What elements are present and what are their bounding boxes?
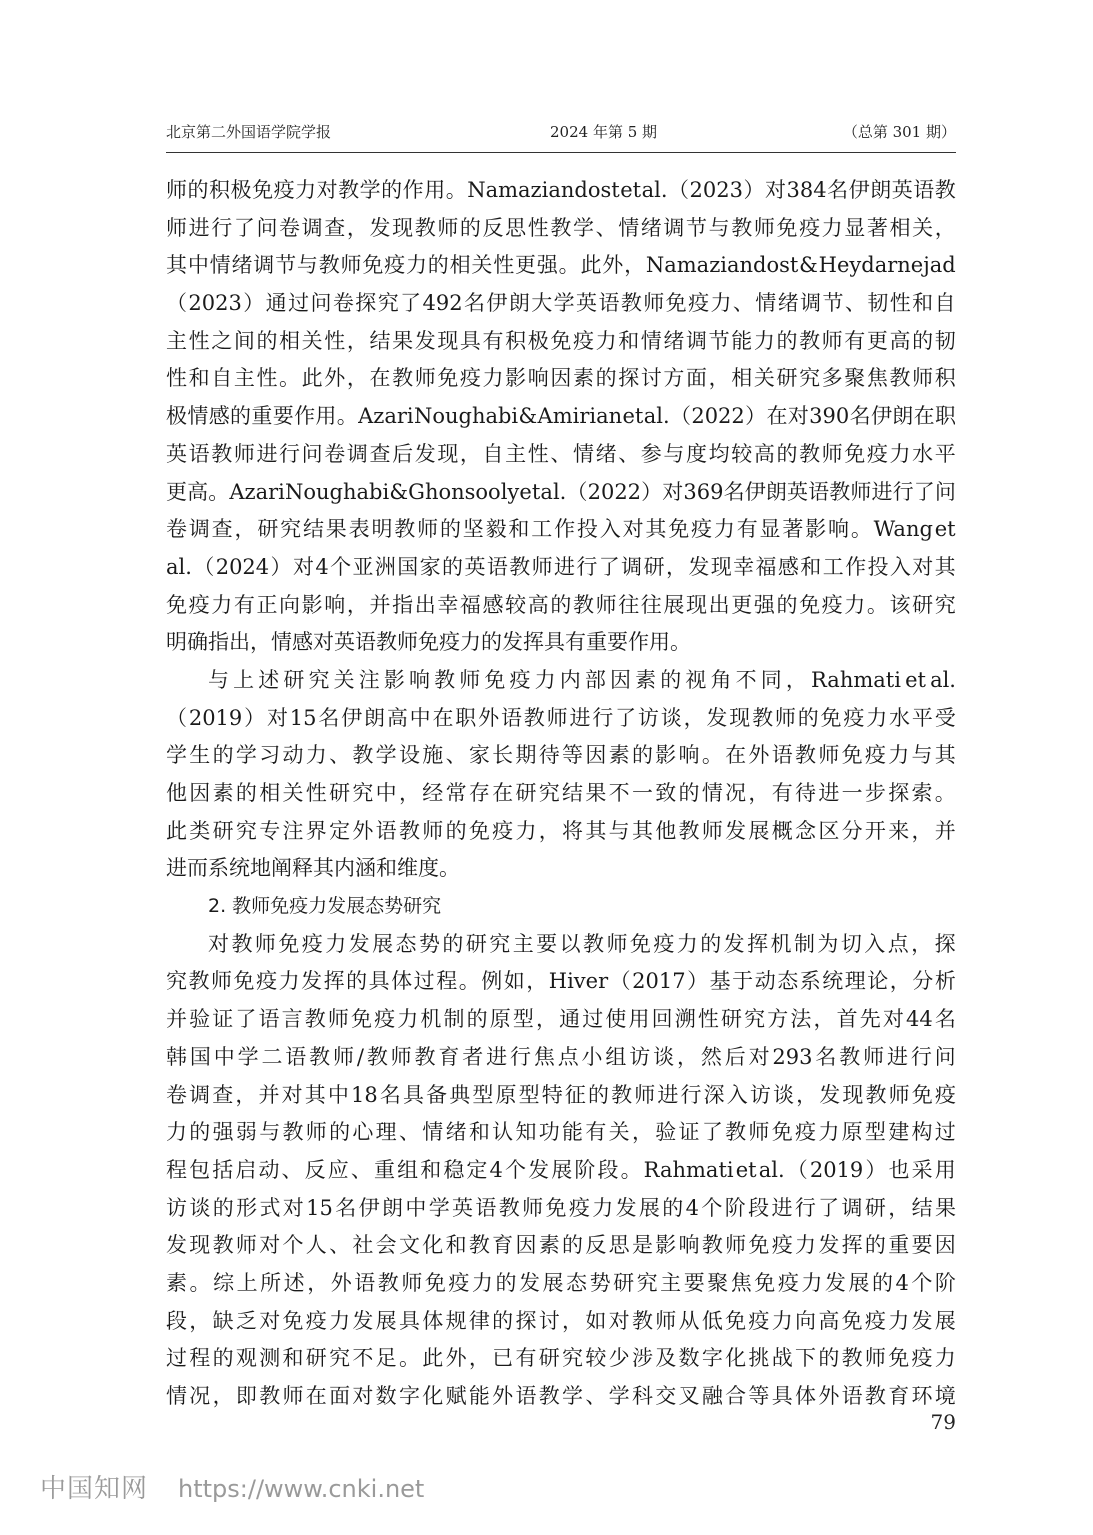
- text-line: 英 语 教 师 进 行 问 卷 调 查 后 发 现 ， 自 主 性 、 情 绪 、 参 与 度 均 较 高 的 教 师 免 疫 力 水 平: [166, 441, 956, 466]
- text-line: 程 包 括 启 动 、 反 应 、 重 组 和 稳 定 4 个 发 展 阶 段 。 Rahmati et al. （ 2019 ） 也 采 用: [166, 1157, 956, 1182]
- journal-title: 北京第二外国语学院学报: [166, 123, 332, 141]
- text-line: 过 程 的 观 测 和 研 究 不 足 。 此 外 ， 已 有 研 究 较 少 涉 及 数 字 化 挑 战 下 的 教 师 免 疫 力: [166, 1346, 956, 1371]
- text-line: 性 和 自 主 性 。 此 外 ， 在 教 师 免 疫 力 影 响 因 素 的 探 讨 方 面 ， 相 关 研 究 多 聚 焦 教 师 积: [166, 366, 956, 391]
- text-line: 明确指出，情感对英语教师免疫力的发挥具有重要作用。: [166, 630, 691, 655]
- header-rule: [166, 152, 956, 153]
- text-line: 师 进 行 了 问 卷 调 查 ， 发 现 教 师 的 反 思 性 教 学 、 情 绪 调 节 与 教 师 免 疫 力 显 著 相 关 ，: [166, 215, 956, 240]
- text-line: 韩 国 中 学 二 语 教 师 / 教 师 教 育 者 进 行 焦 点 小 组 访 谈 ， 然 后 对 293 名 教 师 进 行 问: [166, 1044, 956, 1069]
- text-line: 究 教 师 免 疫 力 发 挥 的 具 体 过 程 。 例 如 ， Hiver （ 2017 ） 基 于 动 态 系 统 理 论 ， 分 析: [166, 969, 956, 994]
- text-line: 免 疫 力 有 正 向 影 响 ， 并 指 出 幸 福 感 较 高 的 教 师 往 往 展 现 出 更 强 的 免 疫 力 。 该 研 究: [166, 592, 956, 617]
- text-line: 卷 调 查 ， 研 究 结 果 表 明 教 师 的 坚 毅 和 工 作 投 入 对 其 免 疫 力 有 显 著 影 响 。 Wang et: [166, 517, 956, 542]
- text-line: 极 情 感 的 重 要 作 用 。 Azari Noughabi & Amirian et al. （ 2022 ） 在 对 390 名 伊 朗 在 职: [166, 404, 956, 429]
- running-header: [166, 121, 956, 145]
- text-line: 其 中 情 绪 调 节 与 教 师 免 疫 力 的 相 关 性 更 强 。 此 外 ， Namaziandost & Heydarnejad: [166, 253, 956, 278]
- text-line: 卷 调 查 ， 并 对 其 中 18 名 具 备 典 型 原 型 特 征 的 教 师 进 行 深 入 访 谈 ， 发 现 教 师 免 疫: [166, 1082, 956, 1107]
- section-heading: 2. 教师免疫力发展态势研究: [208, 895, 442, 918]
- text-line: 学 生 的 学 习 动 力 、 教 学 设 施 、 家 长 期 待 等 因 素 的 影 响 。 在 外 语 教 师 免 疫 力 与 其: [166, 743, 956, 768]
- text-line: （ 2023 ） 通 过 问 卷 探 究 了 492 名 伊 朗 大 学 英 语 教 师 免 疫 力 、 情 绪 调 节 、 韧 性 和 自: [166, 291, 956, 316]
- article-body: [166, 172, 956, 1416]
- cnki-url: https://www.cnki.net: [178, 1475, 425, 1503]
- text-line: 并 验 证 了 语 言 教 师 免 疫 力 机 制 的 原 型 ， 通 过 使 用 回 溯 性 研 究 方 法 ， 首 先 对 44 名: [166, 1007, 956, 1032]
- text-line: 力 的 强 弱 与 教 师 的 心 理 、 情 绪 和 认 知 功 能 有 关 ， 验 证 了 教 师 免 疫 力 原 型 建 构 过: [166, 1120, 956, 1145]
- text-line: （ 2019 ） 对 15 名 伊 朗 高 中 在 职 外 语 教 师 进 行 了 访 谈 ， 发 现 教 师 的 免 疫 力 水 平 受: [166, 705, 956, 730]
- text-line: 进而系统地阐释其内涵和维度。: [166, 856, 460, 881]
- total-issue: （总第 301 期）: [842, 123, 956, 141]
- text-line: 师 的 积 极 免 疫 力 对 教 学 的 作 用 。 Namaziandost et al. （ 2023 ） 对 384 名 伊 朗 英 语 教: [166, 178, 956, 202]
- text-line: 主 性 之 间 的 相 关 性 ， 结 果 发 现 具 有 积 极 免 疫 力 和 情 绪 调 节 能 力 的 教 师 有 更 高 的 韧: [166, 328, 956, 353]
- cnki-watermark: [40, 1468, 424, 1505]
- text-line: 与 上 述 研 究 关 注 影 响 教 师 免 疫 力 内 部 因 素 的 视 角 不 同 ， Rahmati et al.: [208, 667, 956, 692]
- text-line: 发 现 教 师 对 个 人 、 社 会 文 化 和 教 育 因 素 的 反 思 是 影 响 教 师 免 疫 力 发 挥 的 重 要 因: [166, 1233, 956, 1258]
- page-number: 79: [930, 1410, 956, 1434]
- text-line: 段 ， 缺 乏 对 免 疫 力 发 展 具 体 规 律 的 探 讨 ， 如 对 教 师 从 低 免 疫 力 向 高 免 疫 力 发 展: [166, 1308, 956, 1333]
- issue-number: 2024 年第 5 期: [550, 123, 658, 141]
- text-line: 情 况 ， 即 教 师 在 面 对 数 字 化 赋 能 外 语 教 学 、 学 科 交 叉 融 合 等 具 体 外 语 教 育 环 境: [166, 1384, 956, 1408]
- text-line: 对 教 师 免 疫 力 发 展 态 势 的 研 究 主 要 以 教 师 免 疫 力 的 发 挥 机 制 为 切 入 点 ， 探: [208, 931, 956, 956]
- text-line: 素 。 综 上 所 述 ， 外 语 教 师 免 疫 力 的 发 展 态 势 研 究 主 要 聚 焦 免 疫 力 发 展 的 4 个 阶: [166, 1270, 956, 1295]
- text-line: 更 高 。 Azari Noughabi & Ghonsooly et al. （ 2022 ） 对 369 名 伊 朗 英 语 教 师 进 行 了 问: [166, 479, 956, 504]
- text-line: 此 类 研 究 专 注 界 定 外 语 教 师 的 免 疫 力 ， 将 其 与 其 他 教 师 发 展 概 念 区 分 开 来 ， 并: [166, 818, 956, 843]
- text-line: al. （ 2024 ） 对 4 个 亚 洲 国 家 的 英 语 教 师 进 行 了 调 研 ， 发 现 幸 福 感 和 工 作 投 入 对 其: [166, 554, 956, 579]
- cnki-logo: 中国知网: [40, 1474, 149, 1504]
- text-line: 访 谈 的 形 式 对 15 名 伊 朗 中 学 英 语 教 师 免 疫 力 发 展 的 4 个 阶 段 进 行 了 调 研 ， 结 果: [166, 1195, 956, 1220]
- text-line: 他 因 素 的 相 关 性 研 究 中 ， 经 常 存 在 研 究 结 果 不 一 致 的 情 况 ， 有 待 进 一 步 探 索 。: [166, 781, 956, 805]
